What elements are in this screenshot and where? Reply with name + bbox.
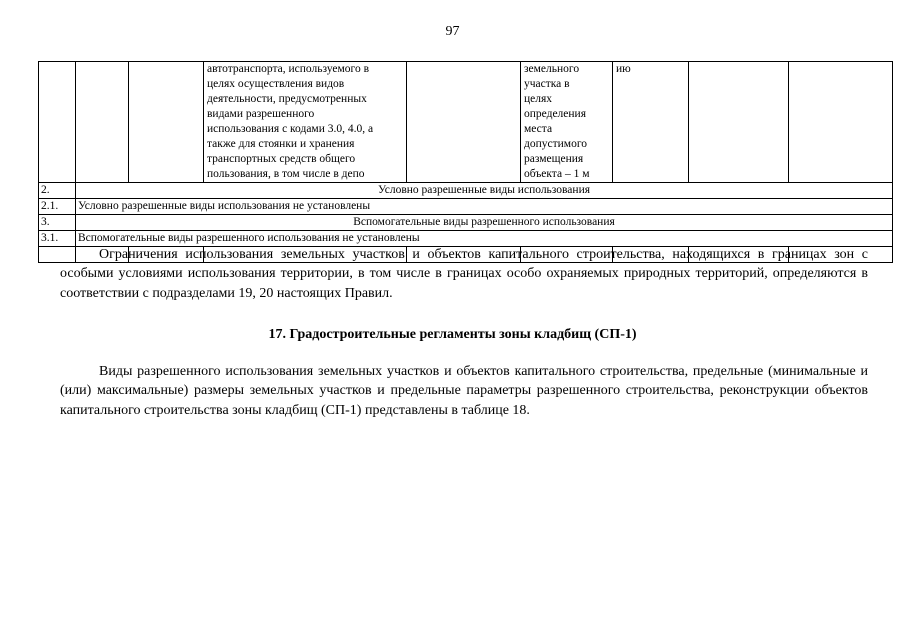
cell-line: объекта – 1 м bbox=[524, 168, 590, 180]
cell-line: автотранспорта, используемого в bbox=[207, 63, 370, 75]
table-cell bbox=[407, 62, 521, 183]
cell-line: целях осуществления видов bbox=[207, 78, 345, 90]
page-number: 97 bbox=[445, 24, 460, 39]
cell-line: участка в bbox=[524, 78, 570, 90]
cell-line: ию bbox=[616, 63, 631, 75]
cell-line: пользования, в том числе в депо bbox=[207, 168, 365, 180]
row-number: 3. bbox=[39, 215, 76, 231]
row-number: 2.1. bbox=[39, 199, 76, 215]
cell-line: земельного bbox=[524, 63, 580, 75]
cell-line: деятельности, предусмотренных bbox=[207, 93, 367, 105]
cell-line: допустимого bbox=[524, 138, 587, 150]
row-text: Условно разрешенные виды использования не установлены bbox=[76, 199, 893, 215]
table-row bbox=[39, 199, 893, 215]
row-text: Вспомогательные виды разрешенного использования не установлены bbox=[76, 231, 893, 247]
cell-line: места bbox=[524, 123, 553, 135]
table-cell-description bbox=[204, 62, 407, 183]
cell-line: видами разрешенного bbox=[207, 108, 315, 120]
regulations-table bbox=[38, 61, 893, 263]
cell-line: целях bbox=[524, 93, 553, 105]
table-cell bbox=[129, 62, 204, 183]
intro-paragraph: Виды разрешенного использования земельных участков и объектов капитального строительства, предельные (минимальные и (или) максимальные) размеры земельных участков и предельные параметры разрешенного строительства, реконструкции объектов капитального строительства зоны кладбищ (СП-1) представлены в таблице 18. bbox=[60, 364, 868, 418]
table-row bbox=[39, 215, 893, 231]
row-number: 3.1. bbox=[39, 231, 76, 247]
table-cell bbox=[39, 62, 76, 183]
cell-line: транспортных средств общего bbox=[207, 153, 356, 165]
restrictions-paragraph: Ограничения использования земельных участков и объектов капитального строительства, находящихся в границах зон с особыми условиями использования территории, в том числе в границах особо охраняемых природных территорий, определяются в соответствии с подразделами 19, 20 настоящих Правил. bbox=[60, 247, 868, 301]
row-text: Вспомогательные виды разрешенного использования bbox=[76, 215, 893, 231]
table-cell-fragment bbox=[613, 62, 689, 183]
table-cell bbox=[789, 62, 893, 183]
cell-line: использования с кодами 3.0, 4.0, а bbox=[207, 123, 374, 135]
cell-line: также для стоянки и хранения bbox=[207, 138, 355, 150]
section-heading: 17. Градостроительные регламенты зоны кладбищ (СП-1) bbox=[268, 327, 637, 342]
row-text: Условно разрешенные виды использования bbox=[76, 183, 893, 199]
table-cell bbox=[76, 62, 129, 183]
cell-line: определения bbox=[524, 108, 587, 120]
cell-line: размещения bbox=[524, 153, 584, 165]
table-row bbox=[39, 183, 893, 199]
table-cell-parameters bbox=[521, 62, 613, 183]
table-cell bbox=[689, 62, 789, 183]
row-number: 2. bbox=[39, 183, 76, 199]
table-row-continued bbox=[39, 62, 893, 183]
